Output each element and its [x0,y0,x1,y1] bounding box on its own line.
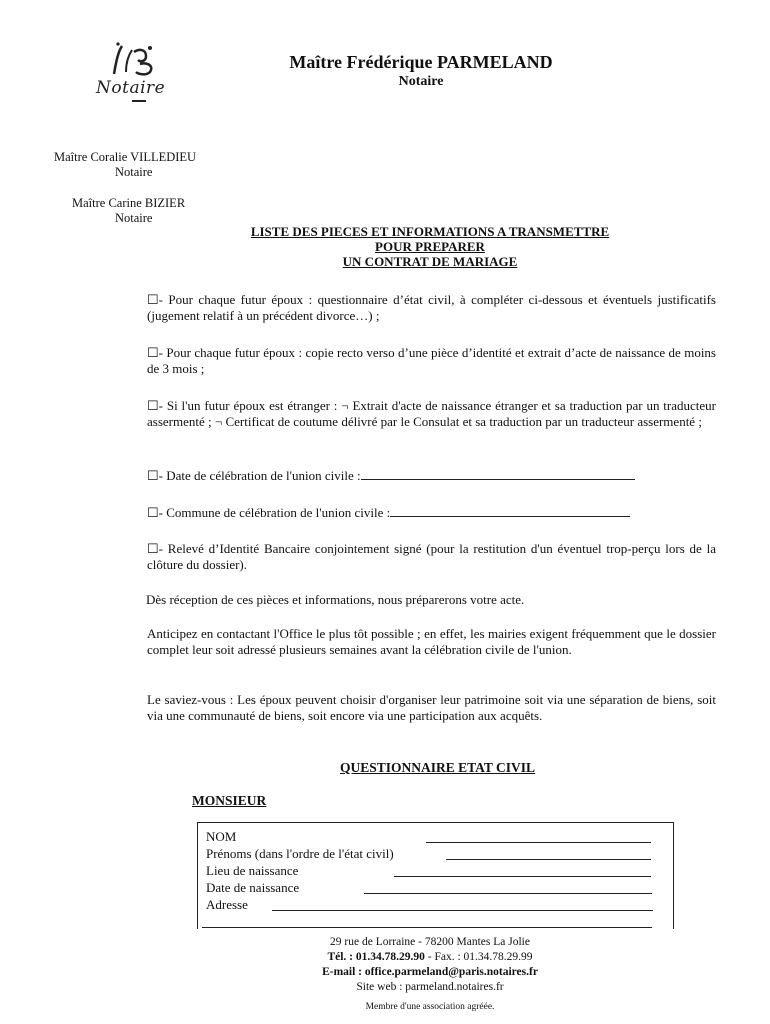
associate-name: Maître Carine BIZIER [72,196,186,210]
checklist-item-questionnaire [147,292,716,324]
questionnaire-form [197,822,674,929]
item-text: - Commune de célébration de l'union civile : [158,505,391,520]
footer-website[interactable]: Site web : parmeland.notaires.fr [356,981,504,993]
footer-phone [0,950,770,965]
notary-name: Maître Frédérique PARMELAND [289,52,553,72]
item-text: - Pour chaque futur époux : questionnaire d’état civil, à compléter ci-dessous et éventuels justificatifs (jugement relatif à un précédent divorce…) ; [147,292,716,323]
item-text: - Relevé d’Identité Bancaire conjointement signé (pour la restitution d'un éventuel trop-perçu lors de la clôture du dossier). [147,541,716,572]
title-line: UN CONTRAT DE MARIAGE [342,254,518,269]
item-text: - Si l'un futur époux est étranger : ¬ Extrait d'acte de naissance étranger et sa traduction par un traducteur assermenté ; ¬ Certificat de coutume délivré par le Consulat et sa traduction par un traducteur assermenté ; [147,398,716,429]
date-fill-line[interactable] [361,468,635,480]
footer-fax: - Fax. : 01.34.78.29.99 [424,951,533,963]
logo-text: Notaire [96,78,166,98]
checkbox[interactable]: ☐ [147,468,159,483]
field-label-nom: NOM [206,829,237,844]
footer-email[interactable]: E-mail : office.parmeland@paris.notaires.fr [322,966,538,978]
paragraph-did-you-know: Le saviez-vous : Les époux peuvent choisir d'organiser leur patrimoine soit via une séparation de biens, soit via une communauté de biens, soit encore via une participation aux acquêts. [147,692,716,723]
paragraph-reception: Dès réception de ces pièces et informations, nous préparerons votre acte. [146,592,525,607]
section-monsieur: MONSIEUR [192,793,267,808]
checklist-item-foreign [147,398,716,430]
notary-title: Notaire [398,74,444,89]
document-title [120,224,740,269]
footer-tel: Tél. : 01.34.78.29.90 [327,951,425,963]
field-input-date-naissance[interactable] [364,893,652,894]
checklist-item-identity [147,345,716,377]
footer [0,935,770,1015]
checkbox[interactable]: ☐ [147,345,159,360]
checklist-item-date [147,468,716,484]
field-label-prenoms: Prénoms (dans l'ordre de l'état civil) [206,846,394,861]
title-line: LISTE DES PIECES ET INFORMATIONS A TRANSMETTRE [250,224,610,239]
checkbox[interactable]: ☐ [147,505,159,520]
checklist-item-rib [147,541,716,573]
field-input-prenoms[interactable] [446,859,651,860]
field-label-lieu-naissance: Lieu de naissance [206,863,299,878]
associate-1 [54,150,196,180]
associate-2 [72,196,185,226]
field-input-adresse[interactable] [272,910,653,911]
checkbox[interactable]: ☐ [147,541,159,556]
questionnaire-title: QUESTIONNAIRE ETAT CIVIL [340,760,536,775]
field-input-lieu-naissance[interactable] [394,876,651,877]
title-line: POUR PREPARER [375,239,485,254]
field-input-nom[interactable] [426,842,651,843]
checkbox[interactable]: ☐ [147,398,159,413]
footer-address: 29 rue de Lorraine - 78200 Mantes La Jolie [330,936,530,948]
associate-role: Notaire [115,165,153,179]
item-text: - Date de célébration de l'union civile : [158,468,361,483]
field-label-date-naissance: Date de naissance [206,880,300,895]
item-text: - Pour chaque futur époux : copie recto verso d’une pièce d’identité et extrait d’acte de naissance de moins de 3 mois ; [147,345,716,376]
checklist-item-commune [147,505,716,521]
associate-role: Notaire [115,211,153,225]
field-label-adresse: Adresse [206,897,248,912]
commune-fill-line[interactable] [390,505,630,517]
footer-membership: Membre d'une association agréée. [365,1002,495,1012]
checkbox[interactable]: ☐ [147,292,159,307]
paragraph-anticipate: Anticipez en contactant l'Office le plus tôt possible ; en effet, les mairies exigent fréquemment que le dossier complet leur soit adressé plusieurs semaines avant la célébration civile de l'union. [147,626,716,657]
logo-underline [132,100,146,102]
field-input-adresse-line2[interactable] [202,927,652,928]
associate-name: Maître Coralie VILLEDIEU [54,150,197,164]
